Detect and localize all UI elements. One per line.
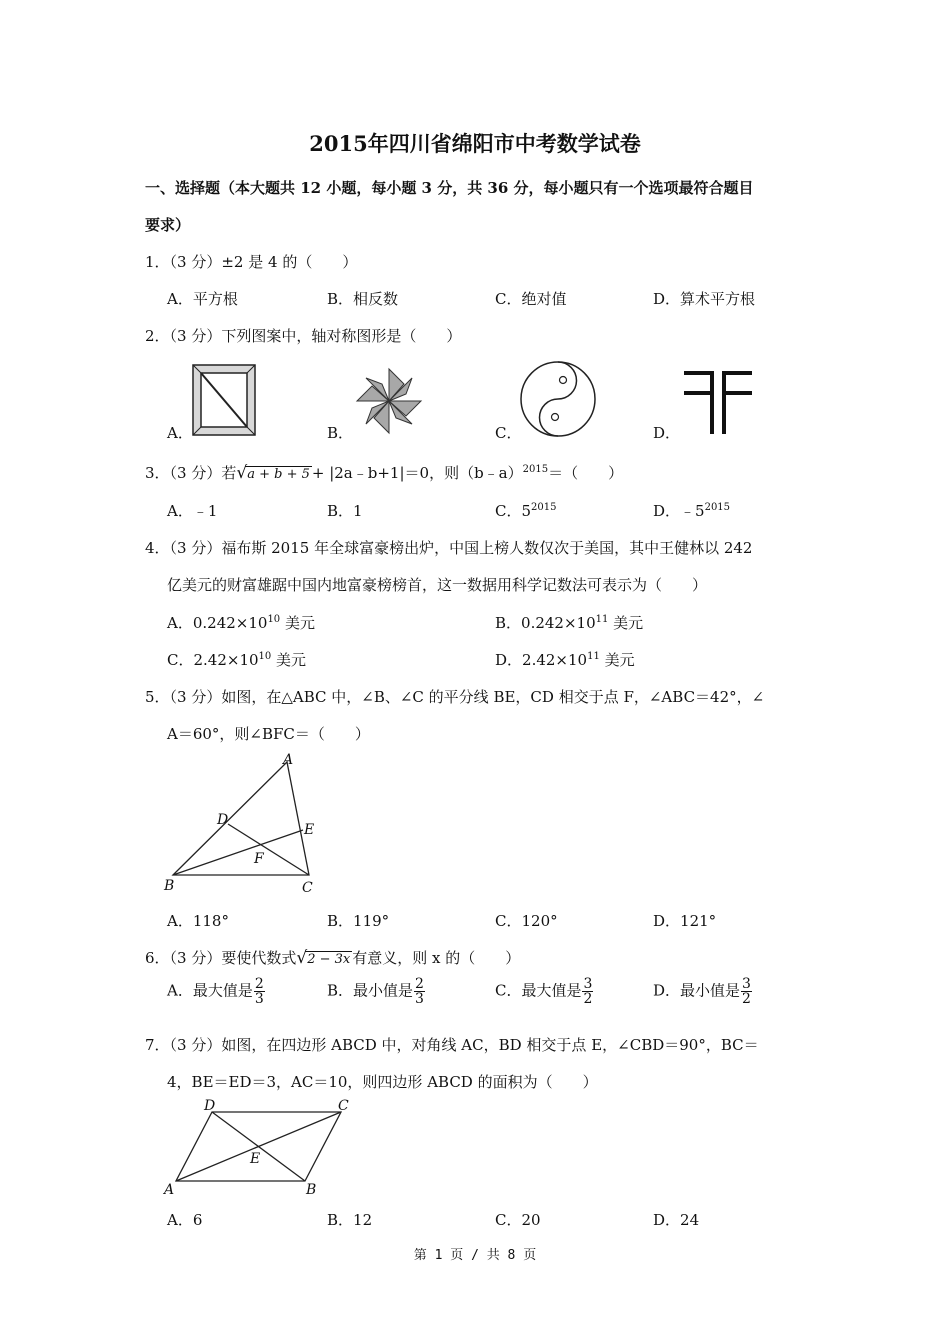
q3-option-a: A．﹣1 <box>167 502 218 520</box>
q5-option-b: B．119° <box>327 912 390 930</box>
q6-option-d-fraction: $\frac{3}{2}$ <box>742 976 751 1007</box>
q5-stem-line1: 5．（3 分）如图，在△ABC 中，∠B、∠C 的平分线 BE，CD 相交于点 F，∠ABC＝42°，∠ <box>145 688 765 706</box>
q7-stem-line2: 4，BE＝ED＝3，AC＝10，则四边形 ABCD 的面积为（ ） <box>167 1073 598 1091</box>
q3-option-d <box>653 500 730 521</box>
q3-option-c-exp: 2015 <box>531 502 557 513</box>
section-heading-line1: 一、选择题（本大题共 12 小题，每小题 3 分，共 36 分，每小题只有一个选项最符合题目 <box>145 179 754 197</box>
q6-option-b <box>327 977 426 1006</box>
q5-triangle-figure <box>160 752 330 897</box>
q4-option-c-unit: 美元 <box>271 651 307 669</box>
q2-figure-c-yinyang <box>519 360 597 438</box>
q6-option-c-fraction: $\frac{3}{2}$ <box>583 976 593 1007</box>
q3-stem-middle: + |2a﹣b+1|＝0，则（b﹣a） <box>311 464 523 482</box>
q2-figure-b-pinwheel <box>354 366 424 436</box>
q7-option-c: C．20 <box>495 1211 541 1229</box>
q1-option-d: D．算术平方根 <box>653 290 756 308</box>
q7-option-d: D．24 <box>653 1211 700 1229</box>
q6-option-c <box>495 977 594 1006</box>
q4-option-a-exp: 10 <box>267 614 281 625</box>
q3-option-c <box>495 500 556 521</box>
q6-option-a-fraction: $\frac{2}{3}$ <box>254 976 264 1007</box>
q6-option-a-text: A．最大值是 <box>167 981 253 1000</box>
q3-option-c-base: C．5 <box>495 502 532 520</box>
q7-label-c: C <box>338 1098 349 1114</box>
q6-option-c-text: C．最大值是 <box>495 981 582 1000</box>
q5-stem-line2: A＝60°，则∠BFC＝（ ） <box>167 725 370 743</box>
q7-quadrilateral-figure <box>160 1098 360 1198</box>
page-footer: 第 1 页 / 共 8 页 <box>413 1248 537 1263</box>
q5-option-a: A．118° <box>167 912 229 930</box>
q6-stem-prefix: 6．（3 分）要使代数式 <box>145 949 297 967</box>
q2-figure-d-glyph <box>682 368 754 436</box>
q2-stem: 2．（3 分）下列图案中，轴对称图形是（ ） <box>145 327 462 345</box>
q3-exponent: 2015 <box>522 464 549 475</box>
q4-option-b-unit: 美元 <box>608 614 644 632</box>
q3-option-d-exp: 2015 <box>704 502 731 513</box>
q6-stem: 6．（3 分）要使代数式√2 − 3x 有意义，则 x 的（ ） <box>145 948 521 968</box>
q4-option-d <box>495 649 635 670</box>
q4-option-d-exp: 11 <box>587 651 600 662</box>
q6-stem-suffix: 有意义，则 x 的（ ） <box>352 949 521 967</box>
q7-option-a: A．6 <box>167 1211 203 1229</box>
q7-label-e: E <box>250 1151 261 1167</box>
q7-stem-line1: 7．（3 分）如图，在四边形 ABCD 中，对角线 AC，BD 相交于点 E，∠CBD＝90°，BC＝ <box>145 1036 759 1054</box>
q3-radicand: a + b + 5 <box>247 467 310 482</box>
q2-option-c: C． <box>495 424 522 442</box>
q6-option-b-text: B．最小值是 <box>327 981 414 1000</box>
q3-stem-end: ＝（ ） <box>548 464 624 482</box>
q4-option-c-exp: 10 <box>258 651 272 662</box>
q3-option-d-base: D．﹣5 <box>653 502 705 520</box>
q5-option-d: D．121° <box>653 912 717 930</box>
q4-option-c-base: C．2.42×10 <box>167 651 259 669</box>
q4-option-b-exp: 11 <box>595 614 609 625</box>
q1-option-c: C．绝对值 <box>495 290 567 308</box>
q6-radicand: 2 − 3x <box>307 952 351 967</box>
q5-label-f: F <box>254 851 264 867</box>
q7-option-b: B．12 <box>327 1211 373 1229</box>
q1-stem: 1．（3 分）±2 是 4 的（ ） <box>145 253 358 271</box>
q4-option-d-unit: 美元 <box>599 651 635 669</box>
q2-option-d: D． <box>653 424 681 442</box>
q1-option-b: B．相反数 <box>327 290 399 308</box>
q4-stem-line2: 亿美元的财富雄踞中国内地富豪榜榜首，这一数据用科学记数法可表示为（ ） <box>167 576 708 594</box>
q5-label-b: B <box>164 878 175 894</box>
q4-option-a <box>167 612 315 633</box>
q4-option-b <box>495 612 643 633</box>
q4-option-a-base: A．0.242×10 <box>167 614 268 632</box>
q3-option-b: B．1 <box>327 502 363 520</box>
q7-label-d: D <box>204 1098 216 1114</box>
q1-option-a: A．平方根 <box>167 290 238 308</box>
q2-option-b: B． <box>327 424 354 442</box>
page-title: 2015年四川省绵阳市中考数学试卷 <box>309 131 641 156</box>
q5-option-c: C．120° <box>495 912 558 930</box>
q4-option-c <box>167 649 306 670</box>
q2-option-a: A． <box>167 424 193 442</box>
q7-label-a: A <box>164 1182 175 1198</box>
q6-option-a <box>167 977 266 1006</box>
section-heading-line2: 要求） <box>145 216 191 234</box>
q4-option-b-base: B．0.242×10 <box>495 614 596 632</box>
q5-label-e: E <box>304 822 315 838</box>
q7-label-b: B <box>306 1182 317 1198</box>
q5-label-a: A <box>283 752 294 768</box>
q5-label-c: C <box>302 880 313 896</box>
q6-option-d-text: D．最小值是 <box>653 981 741 1000</box>
q5-label-d: D <box>217 812 229 828</box>
q3-stem: 3．（3 分）若√a + b + 5 + |2a﹣b+1|＝0，则（b﹣a）$^{2015}$＝（ ） <box>145 463 624 483</box>
q6-option-d <box>653 977 753 1006</box>
q3-stem-prefix: 3．（3 分）若 <box>145 464 237 482</box>
q4-option-a-unit: 美元 <box>280 614 315 632</box>
q6-option-b-fraction: $\frac{2}{3}$ <box>415 976 424 1007</box>
q4-stem-line1: 4．（3 分）福布斯 2015 年全球富豪榜出炉，中国上榜人数仅次于美国，其中王健林以 242 <box>145 539 753 557</box>
q2-figure-a-framed-square <box>192 364 256 436</box>
q4-option-d-base: D．2.42×10 <box>495 651 588 669</box>
